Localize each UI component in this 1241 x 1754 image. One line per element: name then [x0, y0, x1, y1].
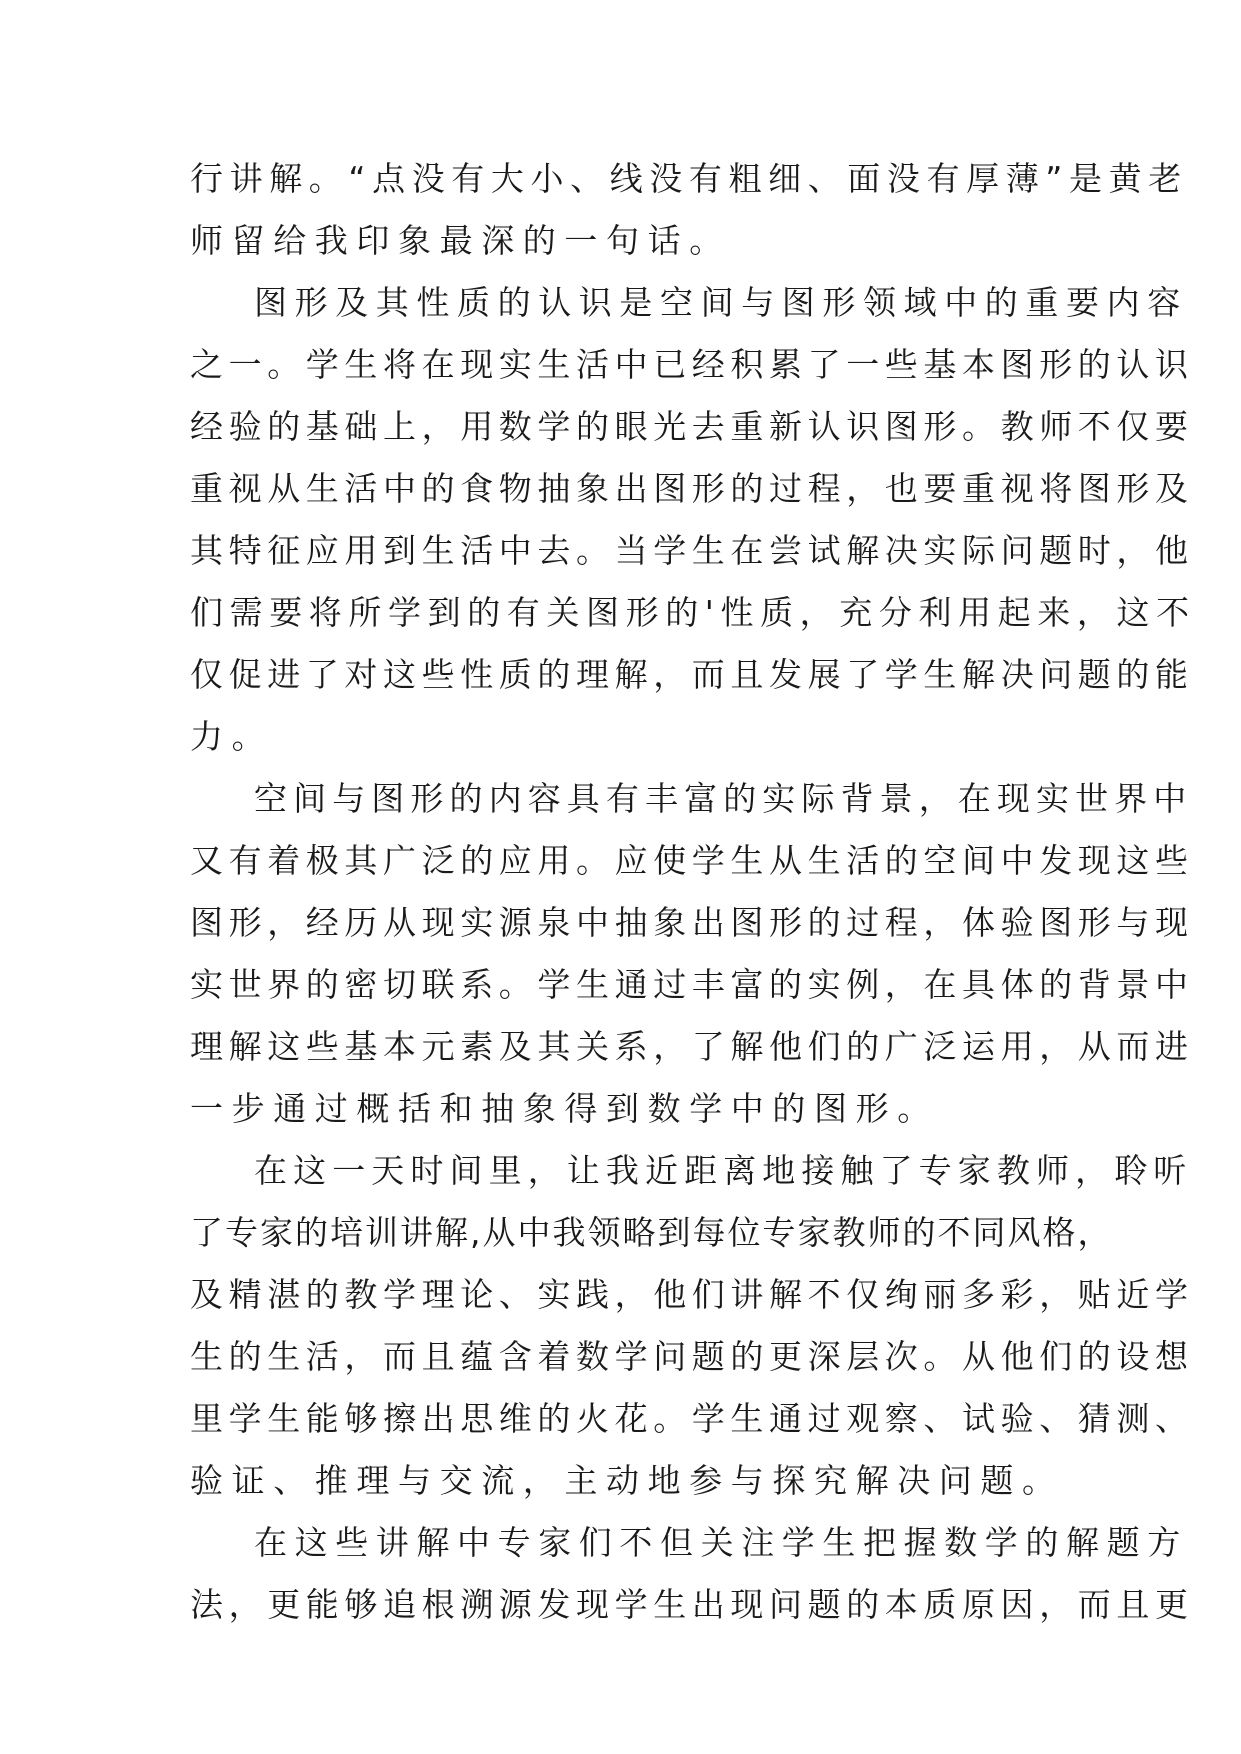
text-line: 生的生活，而且蕴含着数学问题的更深层次。从他们的设想	[190, 1337, 1194, 1376]
text-line: 力。	[190, 717, 274, 756]
text-line: 又有着极其广泛的应用。应使学生从生活的空间中发现这些	[190, 841, 1194, 880]
text-line: 了专家的培训讲解,从中我领略到每位专家教师的不同风格，	[190, 1213, 1113, 1252]
text-line: 理解这些基本元素及其关系，了解他们的广泛运用，从而进	[190, 1027, 1194, 1066]
paragraph-first-line: 在这些讲解中专家们不但关注学生把握数学的解题方	[254, 1523, 1188, 1562]
text-line: 一步通过概括和抽象得到数学中的图形。	[190, 1089, 939, 1128]
text-line: 图形，经历从现实源泉中抽象出图形的过程，体验图形与现	[190, 903, 1194, 942]
text-line: 其特征应用到生活中去。当学生在尝试解决实际问题时，他	[190, 531, 1194, 570]
text-line: 经验的基础上，用数学的眼光去重新认识图形。教师不仅要	[190, 407, 1194, 446]
text-line: 实世界的密切联系。学生通过丰富的实例，在具体的背景中	[190, 965, 1194, 1004]
text-line: 之一。学生将在现实生活中已经积累了一些基本图形的认识	[190, 345, 1194, 384]
text-line: 重视从生活中的食物抽象出图形的过程，也要重视将图形及	[190, 469, 1194, 508]
text-line: 法，更能够追根溯源发现学生出现问题的本质原因，而且更	[190, 1585, 1194, 1624]
text-line: 们需要将所学到的有关图形的'性质，充分利用起来，这不	[190, 593, 1196, 632]
paragraph-first-line: 图形及其性质的认识是空间与图形领域中的重要内容	[254, 283, 1188, 322]
text-line: 师留给我印象最深的一句话。	[190, 221, 731, 260]
text-line: 及精湛的教学理论、实践，他们讲解不仅绚丽多彩，贴近学	[190, 1275, 1194, 1314]
text-line: 验证、推理与交流，主动地参与探究解决问题。	[190, 1461, 1064, 1500]
text-line: 行讲解。“点没有大小、线没有粗细、面没有厚薄”是黄老	[190, 159, 1188, 198]
text-line: 仅促进了对这些性质的理解，而且发展了学生解决问题的能	[190, 655, 1194, 694]
paragraph-first-line: 空间与图形的内容具有丰富的实际背景，在现实世界中	[254, 779, 1193, 818]
text-line: 里学生能够擦出思维的火花。学生通过观察、试验、猜测、	[190, 1399, 1194, 1438]
paragraph-first-line: 在这一天时间里，让我近距离地接触了专家教师，聆听	[254, 1151, 1193, 1190]
